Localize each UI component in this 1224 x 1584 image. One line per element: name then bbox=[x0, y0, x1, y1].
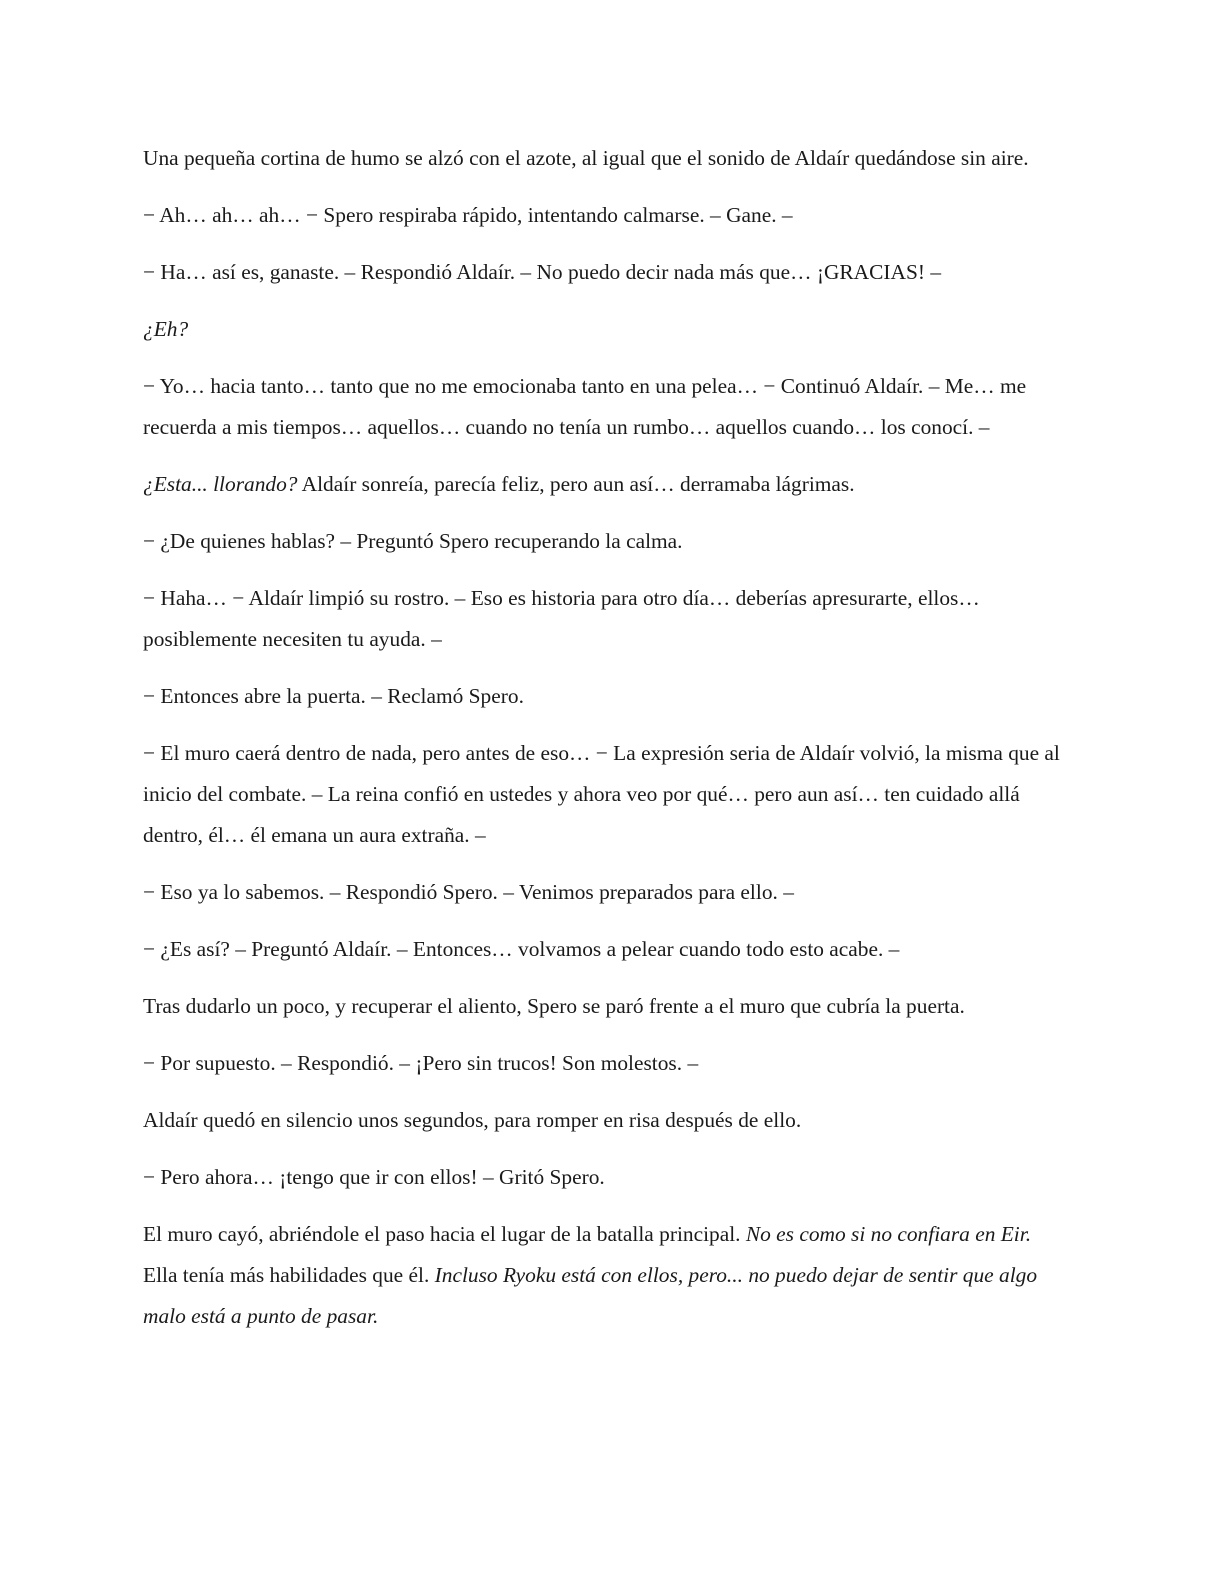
paragraph bbox=[143, 1043, 1069, 1084]
text-run: El muro cayó, abriéndole el paso hacia el lugar de la batalla principal. bbox=[143, 1222, 746, 1246]
paragraph bbox=[143, 195, 1069, 236]
text-run: − Ha… así es, ganaste. – Respondió Aldaír. – No puedo decir nada más que… ¡GRACIAS! – bbox=[143, 260, 942, 284]
text-run: − Entonces abre la puerta. – Reclamó Spero. bbox=[143, 684, 524, 708]
text-run: − Eso ya lo sabemos. – Respondió Spero. – Venimos preparados para ello. – bbox=[143, 880, 794, 904]
paragraph bbox=[143, 676, 1069, 717]
text-run: − Haha… − Aldaír limpió su rostro. – Eso es historia para otro día… deberías apresurarte, ellos… posiblemente necesiten tu ayuda. – bbox=[143, 586, 980, 651]
italic-text: ¿Esta... llorando? bbox=[143, 472, 298, 496]
paragraph bbox=[143, 252, 1069, 293]
text-run: Ella tenía más habilidades que él. bbox=[143, 1263, 435, 1287]
italic-text: Incluso Ryoku está con ellos, pero... no puedo dejar de sentir que algo malo está a punto de pasar. bbox=[143, 1263, 1038, 1328]
paragraph bbox=[143, 1100, 1069, 1141]
paragraph bbox=[143, 986, 1069, 1027]
text-run: − El muro caerá dentro de nada, pero antes de eso… − La expresión seria de Aldaír volvió, la misma que al inicio del combate. – La reina confió en ustedes y ahora veo por qué… pero aun así… ten cuidado allá dentro, él… él emana un aura extraña. – bbox=[143, 741, 1060, 847]
text-run: Aldaír sonreía, parecía feliz, pero aun así… derramaba lágrimas. bbox=[297, 472, 855, 496]
paragraph bbox=[143, 733, 1069, 856]
document-body bbox=[143, 138, 1069, 1337]
paragraph bbox=[143, 464, 1069, 505]
paragraph bbox=[143, 309, 1069, 350]
text-run: − ¿De quienes hablas? – Preguntó Spero recuperando la calma. bbox=[143, 529, 683, 553]
text-run: − ¿Es así? – Preguntó Aldaír. – Entonces… volvamos a pelear cuando todo esto acabe. – bbox=[143, 937, 900, 961]
paragraph bbox=[143, 872, 1069, 913]
text-run: − Por supuesto. – Respondió. – ¡Pero sin trucos! Son molestos. – bbox=[143, 1051, 699, 1075]
italic-text: No es como si no confiara en Eir. bbox=[745, 1222, 1032, 1246]
paragraph bbox=[143, 366, 1069, 448]
paragraph bbox=[143, 929, 1069, 970]
paragraph bbox=[143, 138, 1069, 179]
text-run: − Yo… hacia tanto… tanto que no me emocionaba tanto en una pelea… − Continuó Aldaír. – Me… me recuerda a mis tiempos… aquellos… cuando no tenía un rumbo… aquellos cuando… los conocí. – bbox=[143, 374, 1027, 439]
paragraph bbox=[143, 521, 1069, 562]
italic-text: ¿Eh? bbox=[143, 317, 189, 341]
text-run: Una pequeña cortina de humo se alzó con el azote, al igual que el sonido de Aldaír quedándose sin aire. bbox=[143, 146, 1029, 170]
text-run: − Pero ahora… ¡tengo que ir con ellos! – Gritó Spero. bbox=[143, 1165, 605, 1189]
paragraph bbox=[143, 1214, 1069, 1337]
text-run: Tras dudarlo un poco, y recuperar el aliento, Spero se paró frente a el muro que cubría la puerta. bbox=[143, 994, 965, 1018]
paragraph bbox=[143, 1157, 1069, 1198]
text-run: − Ah… ah… ah… − Spero respiraba rápido, intentando calmarse. – Gane. – bbox=[143, 203, 793, 227]
paragraph bbox=[143, 578, 1069, 660]
text-run: Aldaír quedó en silencio unos segundos, para romper en risa después de ello. bbox=[143, 1108, 802, 1132]
